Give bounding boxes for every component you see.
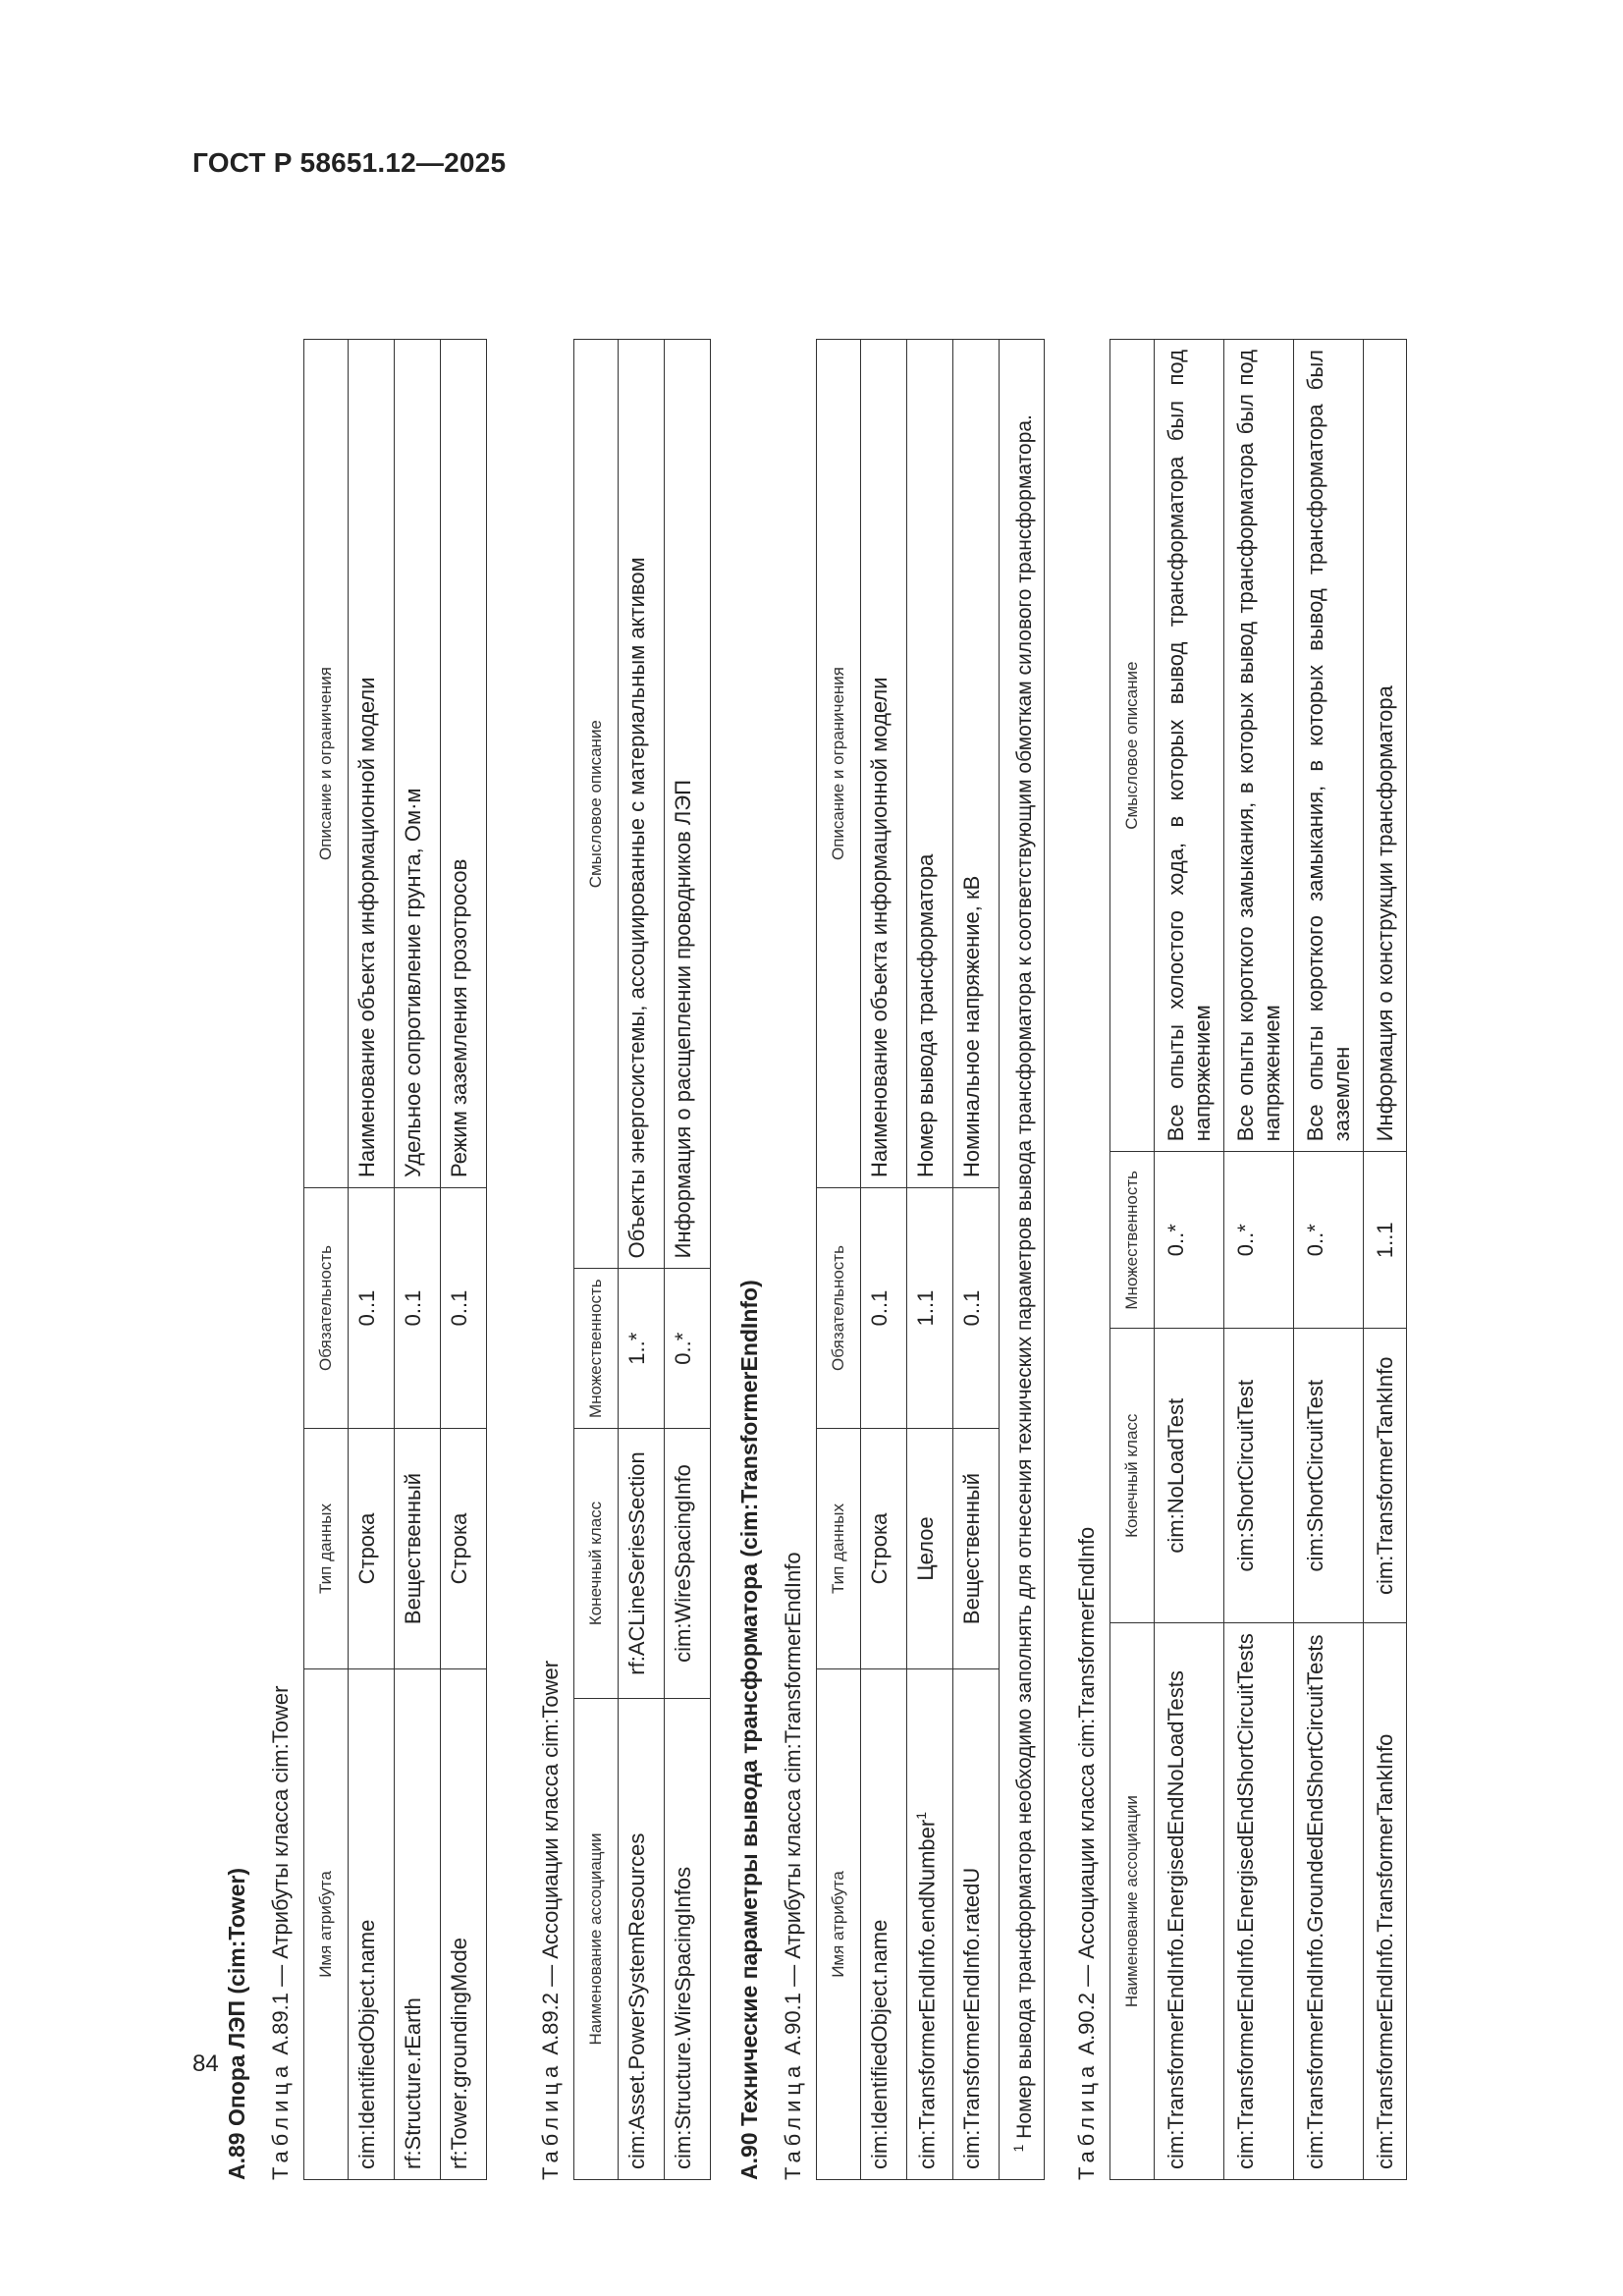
table-cell: cim:NoLoadTest [1155, 1329, 1224, 1623]
table-row [395, 340, 441, 2180]
table-cell: 1..1 [1364, 1152, 1407, 1329]
column-header: Описание и ограничения [817, 340, 861, 1188]
table-caption-a90-2 [1074, 216, 1100, 2180]
caption-text: А.90.2 — Ассоциации класса cim:TransformerEndInfo [1074, 1526, 1099, 2055]
table-cell: Удельное сопротивление грунта, Ом·м [395, 340, 441, 1188]
table-a89-2 [573, 339, 711, 2180]
table-cell: 0..* [1155, 1152, 1224, 1329]
caption-prefix: Таблица [1074, 2060, 1099, 2180]
table-row [665, 340, 711, 2180]
table-row [953, 340, 1000, 2180]
column-header: Наименование ассоциации [1110, 1623, 1155, 2180]
table-row [1294, 340, 1364, 2180]
table-cell: 0..* [665, 1269, 711, 1429]
table-cell: Информация о конструкции трансформатора [1364, 340, 1407, 1152]
page-number: 84 [192, 2050, 219, 2077]
table-footnote [1000, 339, 1045, 2180]
column-header: Смысловое описание [1110, 340, 1155, 1152]
table-cell: 0..* [1294, 1152, 1364, 1329]
caption-text: А.90.1 — Атрибуты класса cim:TransformerEndInfo [781, 1552, 805, 2055]
table-cell: 0..1 [953, 1188, 1000, 1429]
column-header: Конечный класс [574, 1429, 619, 1699]
column-header: Смысловое описание [574, 340, 619, 1269]
table-cell: cim:IdentifiedObject.name [861, 1669, 907, 2180]
table-row [861, 340, 907, 2180]
column-header: Обязательность [817, 1188, 861, 1429]
table-cell: 0..* [1224, 1152, 1294, 1329]
rotated-content [224, 216, 1500, 2180]
caption-text: А.89.2 — Ассоциации класса cim:Tower [538, 1660, 563, 2055]
footnote-text: Номер вывода трансформатора необходимо заполнять для отнесения технических параметров вывода трансформатора к соответствующим обмоткам силового трансформатора. [1013, 414, 1036, 2139]
column-header: Тип данных [304, 1429, 349, 1669]
table-cell: 1..* [619, 1269, 665, 1429]
table-cell: cim:IdentifiedObject.name [349, 1669, 395, 2180]
table-cell: Строка [861, 1429, 907, 1669]
section-heading-a89: А.89 Опора ЛЭП (cim:Tower) [224, 1867, 249, 2180]
table-cell: rf:Structure.rEarth [395, 1669, 441, 2180]
table-cell: rf:ACLineSeriesSection [619, 1429, 665, 1699]
table-caption-a89-2 [538, 216, 564, 2180]
table-cell: cim:TransformerEndInfo.GroundedEndShortCircuitTests [1294, 1623, 1364, 2180]
caption-prefix: Таблица [268, 2060, 293, 2180]
table-cell: 0..1 [349, 1188, 395, 1429]
table-row [349, 340, 395, 2180]
caption-text: А.89.1 — Атрибуты класса cim:Tower [268, 1685, 293, 2055]
table-cell: Наименование объекта информационной модели [349, 340, 395, 1188]
attribute-name: cim:TransformerEndInfo.endNumber [914, 1819, 940, 2169]
table-cell: cim:Asset.PowerSystemResources [619, 1699, 665, 2180]
caption-prefix: Таблица [538, 2060, 563, 2180]
table-row [441, 340, 487, 2180]
table-cell: Объекты энергосистемы, ассоциированные с материальным активом [619, 340, 665, 1269]
table-row [1364, 340, 1407, 2180]
table-a89-1 [303, 339, 487, 2180]
table-header-row [574, 340, 619, 2180]
table-cell: Все опыты холостого хода, в которых вывод трансформатора был под напряжением [1155, 340, 1224, 1152]
column-header: Множественность [574, 1269, 619, 1429]
table-header-row [1110, 340, 1155, 2180]
table-cell: 0..1 [395, 1188, 441, 1429]
column-header: Тип данных [817, 1429, 861, 1669]
table-cell: Информация о расщеплении проводников ЛЭП [665, 340, 711, 1269]
table-cell: cim:TransformerEndInfo.EnergisedEndShortCircuitTests [1224, 1623, 1294, 2180]
column-header: Обязательность [304, 1188, 349, 1429]
table-cell: 1..1 [907, 1188, 953, 1429]
table-cell: Строка [349, 1429, 395, 1669]
table-header-row [304, 340, 349, 2180]
footnote-mark: 1 [1010, 2144, 1026, 2153]
table-cell: Вещественный [953, 1429, 1000, 1669]
column-header: Наименование ассоциации [574, 1699, 619, 2180]
column-header: Конечный класс [1110, 1329, 1155, 1623]
table-cell: rf:Tower.groundingMode [441, 1669, 487, 2180]
table-cell: cim:TransformerEndInfo.ratedU [953, 1669, 1000, 2180]
table-cell: Режим заземления грозотросов [441, 340, 487, 1188]
table-row [619, 340, 665, 2180]
column-header: Имя атрибута [817, 1669, 861, 2180]
table-cell: Все опыты короткого замыкания, в которых вывод трансформатора был заземлен [1294, 340, 1364, 1152]
footnote-ref: 1 [913, 1811, 929, 1820]
table-cell: cim:TransformerTankInfo [1364, 1329, 1407, 1623]
table-cell: Строка [441, 1429, 487, 1669]
table-cell: 0..1 [861, 1188, 907, 1429]
column-header: Множественность [1110, 1152, 1155, 1329]
table-row [1224, 340, 1294, 2180]
table-caption-a89-1 [268, 216, 294, 2180]
table-cell: Номинальное напряжение, кВ [953, 340, 1000, 1188]
table-a90-1 [816, 339, 1000, 2180]
caption-prefix: Таблица [781, 2060, 805, 2180]
section-heading-a90: А.90 Технические параметры вывода трансформатора (cim:TransformerEndInfo) [736, 1280, 762, 2180]
column-header: Описание и ограничения [304, 340, 349, 1188]
table-cell: cim:TransformerEndInfo.EnergisedEndNoLoadTests [1155, 1623, 1224, 2180]
table-cell: Вещественный [395, 1429, 441, 1669]
table-cell: Номер вывода трансформатора [907, 340, 953, 1188]
table-row [1155, 340, 1224, 2180]
table-cell: 0..1 [441, 1188, 487, 1429]
table-cell: cim:Structure.WireSpacingInfos [665, 1699, 711, 2180]
table-cell: Все опыты короткого замыкания, в которых вывод трансформатора был под напряжением [1224, 340, 1294, 1152]
table-cell: cim:ShortCircuitTest [1224, 1329, 1294, 1623]
document-header-title: ГОСТ Р 58651.12—2025 [192, 147, 507, 178]
table-cell: Целое [907, 1429, 953, 1669]
table-cell: cim:ShortCircuitTest [1294, 1329, 1364, 1623]
table-cell: cim:TransformerEndInfo.TransformerTankInfo [1364, 1623, 1407, 2180]
table-cell: cim:WireSpacingInfo [665, 1429, 711, 1699]
table-a90-2 [1109, 339, 1407, 2180]
table-cell: Наименование объекта информационной модели [861, 340, 907, 1188]
table-caption-a90-1 [781, 216, 806, 2180]
table-row [907, 340, 953, 2180]
column-header: Имя атрибута [304, 1669, 349, 2180]
table-cell [907, 1669, 953, 2180]
table-header-row [817, 340, 861, 2180]
